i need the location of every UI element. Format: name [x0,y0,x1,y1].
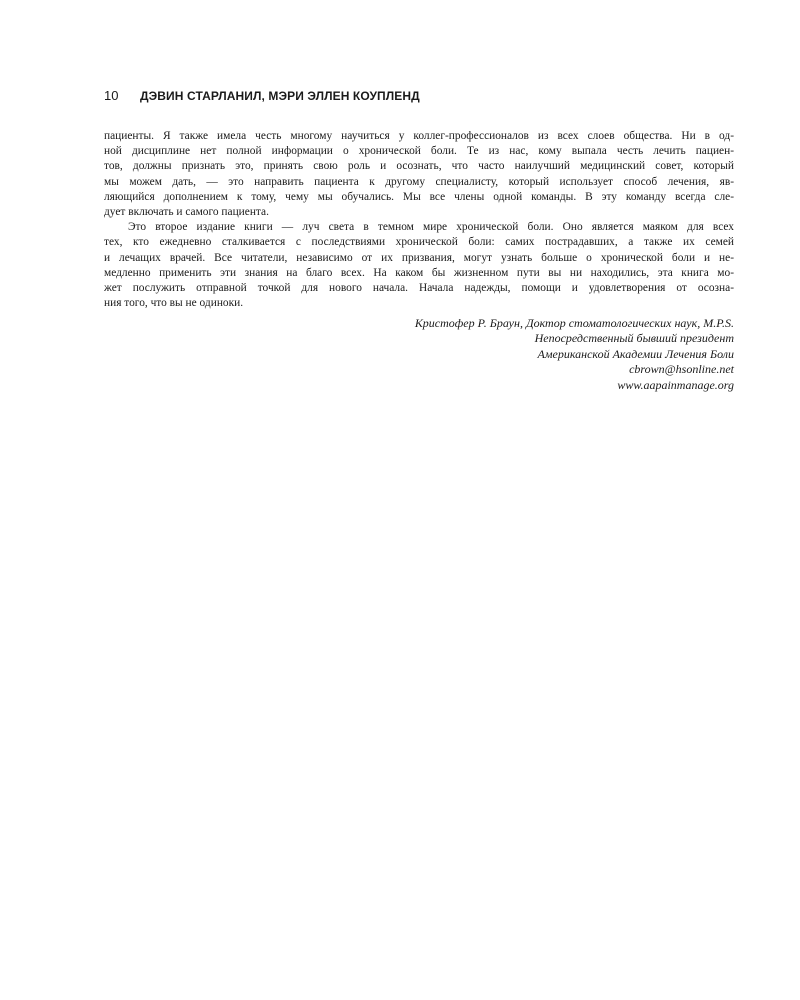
text-line: дует включать и самого пациента. [104,205,269,218]
text-line: мы можем дать, — это направить пациента к другому специалисту, который использует способ лечения, яв- [104,175,734,188]
body-text [104,129,734,311]
text-line: тов, должны признать это, принять свою роль и осознать, что часто наилучший медицинский совет, который [104,160,734,173]
text-line: ляющийся дополнением к тому, чему мы обучались. Мы все члены одной команды. В эту команду всегда сле- [104,190,734,203]
text-line: Это второе издание книги — луч света в темном мире хронической боли. Оно является маяком для всех [128,221,734,234]
text-line: ной дисциплине нет полной информации о хронической боли. Те из нас, кому выпала честь лечить пациен- [104,145,734,158]
signature-block [234,316,734,393]
signature-email: cbrown@hsonline.net [629,362,734,377]
page-number: 10 [104,88,119,103]
paragraph [104,220,734,311]
running-head [104,88,420,106]
paragraph [104,129,734,220]
text-line: тех, кто ежедневно сталкивается с последствиями хронической боли: самих пострадавших, а также их семей [104,236,734,249]
text-line: и лечащих врачей. Все читатели, независимо от их призвания, могут узнать больше о хронической боли и не- [104,251,734,264]
signature-position: Непосредственный бывший президент [534,331,734,346]
text-line: жет послужить отправной точкой для нового начала. Начала надежды, помощи и удовлетворения от осозна- [104,281,734,294]
signature-website: www.aapainmanage.org [617,377,734,392]
text-line: медленно применить эти знания на благо всех. На каком бы жизненном пути вы ни находились, эта книга мо- [104,266,734,279]
text-line: ния того, что вы не одиноки. [104,297,244,310]
running-title: ДЭВИН СТАРЛАНИЛ, МЭРИ ЭЛЛЕН КОУПЛЕНД [140,89,420,103]
signature-organization: Американской Академии Лечения Боли [537,346,734,361]
signature-name: Кристофер Р. Браун, Доктор стоматологических наук, M.P.S. [414,316,734,330]
text-line: пациенты. Я также имела честь многому научиться у коллег-профессионалов из всех слоев общества. Ни в од- [104,130,734,142]
